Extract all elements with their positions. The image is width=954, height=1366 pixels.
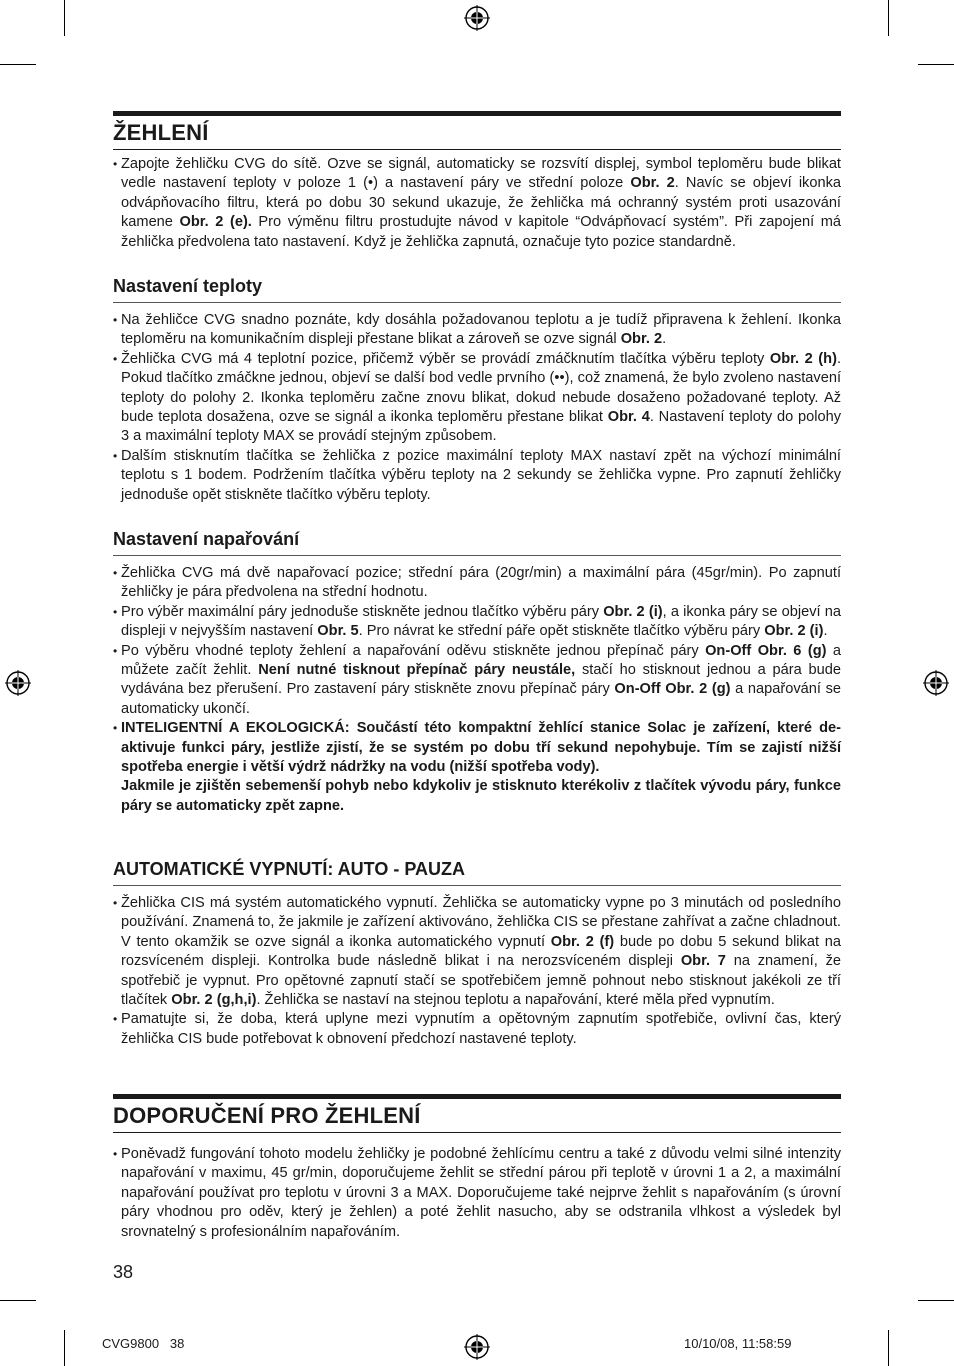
bold-run: Není nutné tisknout přepínač páry neustále, (258, 662, 576, 679)
section-doporuceni-body (113, 1145, 841, 1242)
bold-run: Obr. 2 (f) (550, 933, 615, 950)
crop-mark (888, 1330, 889, 1366)
text-run: Poněvadž fungování tohoto modelu žehličky je podobné žehlícímu centru a také z důvodu velmi silné intenzity napařování v maximu, 45 gr/min, doporučujeme žehlit se střední párou při teplotě v úrovni 1 a 2, a maximální napařování používat pro teplotu v úrovni 3 a MAX. Doporučujeme také nejprve žehlit s napařováním (s úrovní páry vhodnou pro oděv, který je žehlen) a poté žehlit nasucho, aby se odstranila vlhkost a výsledek byl srovnatelný s profesionálním napařováním. (121, 1146, 841, 1240)
list-item-text (121, 351, 841, 445)
list-item: • Pro výběr maximální páry jednoduše stiskněte jednou tlačítko výběru páry Obr. 2 (i), a ikonka páry se objeví na displeji v nejvyšším nastavení Obr. 5. Pro návrat ke střední páře opět stiskněte tlačítko výběru páry Obr. 2 (i). (113, 603, 841, 640)
text-run: Žehlička CVG má 4 teplotní pozice, přičemž výběr se provádí zmáčknutím tlačítka výběru teploty (121, 350, 770, 367)
bold-run: Obr. 2 (620, 331, 663, 348)
section-doporuceni-header (113, 1094, 841, 1133)
list-item-text: Jakmile je zjištěn sebemenší pohyb nebo kdykoliv je stisknuto kterékoliv z tlačítek vývodu páry, funkce páry se automaticky zpět zapne. (121, 778, 841, 814)
text-run: bude po dobu 5 sekund blikat na rozsvíceném displeji. Kontrolka bude následně blikat i na nerozsvíceném displeji (121, 933, 841, 970)
text-run: a můžete začít žehlit. (121, 642, 842, 679)
text-run: Po výběru vhodné teploty žehlení a napařování oděvu stiskněte jednou přepínač páry (121, 642, 706, 659)
heading-bar (113, 111, 841, 116)
list-item-text (121, 720, 841, 775)
text-run: Žehlička CVG má dvě napařovací pozice; střední pára (20gr/min) a maximální pára (45gr/min). Po zapnutí žehličky je pára předvolena na střední hodnotu. (121, 565, 841, 601)
bold-run: Obr. 2 (g,h,i) (171, 992, 257, 1009)
crop-mark (0, 1300, 36, 1301)
text-run: . Navíc se objeví ikonka odvápňovacího filtru, která po dobu 30 sekund ukazuje, že žehlička má ochranný systém proti usazování kamene (121, 175, 842, 231)
text-run: . Žehlička se nastaví na stejnou teplotu a napařování, které měla před vypnutím. (256, 992, 775, 1009)
text-run: . Nastavení teploty do polohy 3 a maximální teploty MAX se provádí stejným způsobem. (121, 409, 841, 445)
text-run: Pro výměnu filtru prostudujte návod v kapitole “Odvápňovací systém”. Při zapojení má žehlička předvolena tato nastavení. Když je žehlička zapnutá, označuje tyto pozice standardně. (121, 214, 841, 250)
section-auto-header (113, 858, 841, 886)
text-run: Zapojte žehličku CVG do sítě. Ozve se signál, automaticky se rozsvítí displej, symbol teploměru bude blikat vedle nastavení teploty v poloze 1 (•) a nastavení páry ve střední poloze (121, 156, 841, 192)
section-teplota-body (113, 311, 841, 505)
list-item: • Na žehličce CVG snadno poznáte, kdy dosáhla požadovanou teplotu a je tudíž připravena k žehlení. Ikonka teploměru na komunikačním displeji přestane blikat a zároveň se ozve signál Obr. 2. (113, 312, 841, 348)
section-napar-header (113, 528, 841, 556)
text-run: stačí ho stisknout jednou a pára bude vydávána bez přerušení. Pro zastavení páry stiskněte znovu přepínač páry (121, 662, 841, 698)
subsection-title: AUTOMATICKÉ VYPNUTÍ: AUTO - PAUZA (113, 859, 465, 879)
section-napar-body (113, 564, 841, 816)
heading-rule (113, 885, 841, 886)
registration-mark-icon (464, 5, 490, 31)
footer-file-label: CVG9800 38 (102, 1336, 185, 1351)
text-run: . Pokud tlačítko zmáčkne jednou, objeví se další bod vedle prvního (••), což znamená, že bylo zvoleno nastavení teploty do polohy 2. Ikonka teploměru začne znovu blikat, dokud nebude dosaženo požadované teploty. Až bude teplota dosažena, ozve se signál a ikonka teploměru přestane blikat (121, 350, 841, 426)
bold-run: Obr. 5 (317, 623, 359, 640)
heading-rule (113, 302, 841, 303)
text-run: . (662, 331, 667, 348)
crop-mark (888, 0, 889, 36)
list-item: • Pamatujte si, že doba, která uplyne mezi vypnutím a opětovným zapnutím spotřebiče, ovlivní čas, který žehlička CIS bude potřebovat k obnovení předchozí nastavené teploty. (113, 1011, 841, 1047)
list-item: • Poněvadž fungování tohoto modelu žehličky je podobné žehlícímu centru a také z důvodu velmi silné intenzity napařování v maximu, 45 gr/min, doporučujeme žehlit se střední párou při teplotě v úrovni 1 a 2, a maximální napařování používat pro teplotu v úrovni 3 a MAX. Doporučujeme také nejprve žehlit s napařováním (s úrovní páry vhodnou pro oděv, který je žehlen) a poté žehlit nasucho, aby se odstranila vlhkost a výsledek byl srovnatelný s profesionálním napařováním. (113, 1146, 841, 1240)
section-zehleni-body (113, 155, 841, 252)
list-item-text (121, 643, 841, 717)
bold-run: INTELIGENTNÍ A EKOLOGICKÁ: Součástí této kompaktní žehlící stanice Solac je zařízení, které deaktivuje funkci páry, jestliže zjistí, že se systém po dobu tří sekund nepohybuje. Tím se zajistí nižší spotřeba energie i větší výdrž nádržky na vodu (nižší spotřeba vody). (121, 720, 841, 776)
bold-run: Obr. 2 (630, 175, 675, 192)
list-item-text (121, 448, 841, 503)
list-item-text (121, 1146, 841, 1240)
bold-run: Obr. 2 (i) (603, 603, 663, 620)
text-run: Na žehličce CVG snadno poznáte, kdy dosáhla požadovanou teplotu a je tudíž připravena k žehlení. Ikonka teploměru na komunikačním displeji přestane blikat a zároveň se ozve signál (121, 312, 841, 348)
list-item-text (121, 1011, 841, 1046)
list-item-continuation (113, 777, 841, 816)
text-run: Žehlička CIS má systém automatického vypnutí. Žehlička se automaticky vypne po 3 minutách od posledního používání. Znamená to, že jakmile je zařízení aktivováno, žehlička CIS se přestane zahřívat a začne chladnout. V tento okamžik se ozve signál a ikonka automatického vypnutí (121, 895, 841, 950)
bold-run: Obr. 7 (680, 953, 726, 970)
bold-run: Obr. 4 (607, 409, 650, 426)
list-item-text (121, 604, 841, 639)
list-item: • Zapojte žehličku CVG do sítě. Ozve se signál, automaticky se rozsvítí displej, symbol teploměru bude blikat vedle nastavení teploty v poloze 1 (•) a nastavení páry ve střední poloze Obr. 2. Navíc se objeví ikonka odvápňovacího filtru, která po dobu 30 sekund ukazuje, že žehlička má ochranný systém proti usazování kamene Obr. 2 (e). Pro výměnu filtru prostudujte návod v kapitole “Odvápňovací systém”. Při zapojení má žehlička předvolena tato nastavení. Když je žehlička zapnutá, označuje tyto pozice standardně. (113, 156, 842, 250)
crop-mark (918, 64, 954, 65)
crop-mark (64, 1330, 65, 1366)
text-run: . (823, 623, 828, 640)
bold-run: Obr. 2 (h) (769, 350, 837, 367)
section-title: DOPORUČENÍ PRO ŽEHLENÍ (113, 1103, 421, 1128)
list-item: • Žehlička CVG má dvě napařovací pozice; střední pára (20gr/min) a maximální pára (45gr/min). Po zapnutí žehličky je pára předvolena na střední hodnotu. (113, 565, 841, 601)
list-item: • INTELIGENTNÍ A EKOLOGICKÁ: Součástí této kompaktní žehlící stanice Solac je zařízení, které deaktivuje funkci páry, jestliže zjistí, že se systém po dobu tří sekund nepohybuje. Tím se zajistí nižší spotřeba energie i větší výdrž nádržky na vodu (nižší spotřeba vody). (113, 720, 841, 776)
subsection-title: Nastavení teploty (113, 276, 263, 296)
text-run: Pamatujte si, že doba, která uplyne mezi vypnutím a opětovným zapnutím spotřebiče, ovlivní čas, který žehlička CIS bude potřebovat k obnovení předchozí nastavené teploty. (121, 1011, 841, 1047)
heading-rule (113, 149, 841, 150)
section-teplota-header (113, 275, 841, 303)
list-item: • Žehlička CVG má 4 teplotní pozice, přičemž výběr se provádí zmáčknutím tlačítka výběru teploty Obr. 2 (h). Pokud tlačítko zmáčkne jednou, objeví se další bod vedle prvního (••), což znamená, že bylo zvoleno nastavení teploty do polohy 2. Ikonka teploměru začne znovu blikat, dokud nebude dosaženo požadované teploty. Až bude teplota dosažena, ozve se signál a ikonka teploměru přestane blikat Obr. 4. Nastavení teploty do polohy 3 a maximální teploty MAX se provádí stejným způsobem. (113, 350, 841, 445)
list-item-text (121, 565, 841, 600)
text-run: Dalším stisknutím tlačítka se žehlička z pozice maximální teploty MAX nastaví zpět na výchozí minimální teplotu s 1 bodem. Podržením tlačítka výběru teploty na 2 sekundy se žehlička vypne. Pro zapnutí žehličky jednoduše opět stiskněte tlačítko výběru teploty. (121, 447, 841, 503)
list-item: • Žehlička CIS má systém automatického vypnutí. Žehlička se automaticky vypne po 3 minutách od posledního používání. Znamená to, že jakmile je zařízení aktivováno, žehlička CIS se přestane zahřívat a začne chladnout. V tento okamžik se ozve signál a ikonka automatického vypnutí Obr. 2 (f) bude po dobu 5 sekund blikat na rozsvíceném displeji. Kontrolka bude následně blikat i na nerozsvíceném displeji Obr. 7 na znamení, že spotřebič je vypnut. Pro opětovné zapnutí stačí se spotřebičem jemně pohnout nebo stisknout jakékoli ze tří tlačítek Obr. 2 (g,h,i). Žehlička se nastaví na stejnou teplotu a napařování, které měla před vypnutím. (113, 895, 841, 1009)
list-item-text (121, 895, 841, 1008)
text-run: na znamení, že spotřebič je vypnut. Pro opětovné zapnutí stačí se spotřebičem jemně pohnout nebo stisknout jakékoli ze tří tlačítek (121, 953, 841, 1009)
section-auto-body (113, 894, 841, 1049)
bold-run: On-Off Obr. 6 (g) (705, 642, 827, 659)
heading-rule (113, 1132, 841, 1133)
section-zehleni-header (113, 111, 841, 150)
page-number: 38 (113, 1262, 134, 1282)
bold-run: On-Off Obr. 2 (g) (614, 681, 731, 698)
text-run: , a ikonka páry se objeví na displeji v nejvyšším nastavení (121, 603, 841, 640)
subsection-title: Nastavení napařování (113, 529, 300, 549)
text-run: . Pro návrat ke střední páře opět stiskněte tlačítko výběru páry (358, 623, 765, 640)
registration-mark-icon (464, 1334, 490, 1360)
heading-rule (113, 555, 841, 556)
list-item-text (121, 156, 841, 250)
registration-mark-icon (923, 670, 949, 696)
list-item: • Dalším stisknutím tlačítka se žehlička z pozice maximální teploty MAX nastaví zpět na výchozí minimální teplotu s 1 bodem. Podržením tlačítka výběru teploty na 2 sekundy se žehlička vypne. Pro zapnutí žehličky jednoduše opět stiskněte tlačítko výběru teploty. (113, 447, 841, 503)
section-title: ŽEHLENÍ (113, 120, 209, 145)
crop-mark (0, 64, 36, 65)
crop-mark (64, 0, 65, 36)
crop-mark (918, 1300, 954, 1301)
text-run: a napařování se automaticky ukončí. (121, 681, 841, 717)
heading-bar (113, 1094, 841, 1099)
registration-mark-icon (5, 670, 31, 696)
footer-timestamp: 10/10/08, 11:58:59 (684, 1336, 792, 1351)
list-item-text (121, 312, 841, 347)
bold-run: Obr. 2 (i) (764, 623, 824, 640)
list-item: • Po výběru vhodné teploty žehlení a napařování oděvu stiskněte jednou přepínač páry On-Off Obr. 6 (g) a můžete začít žehlit. Není nutné tisknout přepínač páry neustále, stačí ho stisknout jednou a pára bude vydávána bez přerušení. Pro zastavení páry stiskněte znovu přepínač páry On-Off Obr. 2 (g) a napařování se automaticky ukončí. (113, 642, 842, 717)
bold-run: Obr. 2 (e). (179, 214, 252, 231)
text-run: Pro výběr maximální páry jednoduše stiskněte jednou tlačítko výběru páry (121, 603, 604, 620)
